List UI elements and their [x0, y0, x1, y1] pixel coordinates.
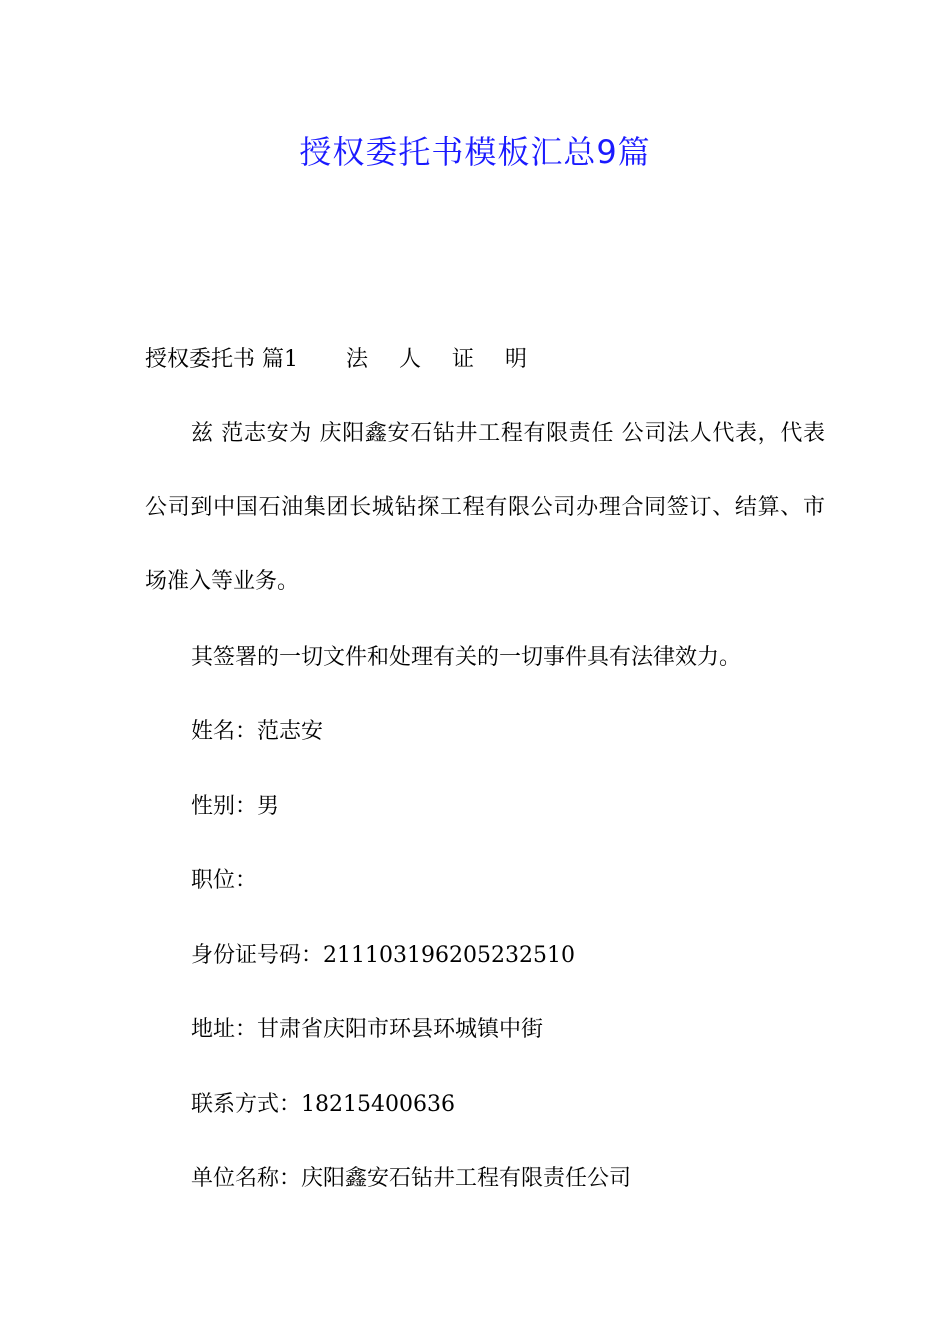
- section-subtitle: 法 人 证 明: [346, 347, 539, 372]
- field-company: 单位名称：庆阳鑫安石钻井工程有限责任公司: [191, 1166, 632, 1191]
- statement-text: 其签署的一切文件和处理有关的一切事件具有法律效力。: [191, 645, 742, 670]
- field-gender: 性别：男: [191, 794, 280, 819]
- section-heading: [145, 345, 539, 375]
- document-title: 授权委托书模板汇总9篇: [299, 133, 651, 171]
- section-label: 授权委托书 篇1: [145, 347, 298, 372]
- field-name: 姓名：范志安: [191, 719, 324, 744]
- field-position: 职位：: [191, 868, 258, 893]
- field-address: 地址：甘肃省庆阳市环县环城镇中街: [191, 1017, 544, 1042]
- field-contact: 联系方式：18215400636: [191, 1092, 455, 1117]
- intro-paragraph: 兹 范志安为 庆阳鑫安石钻井工程有限责任 公司法人代表，代表 公司到中国石油集团长城钻探工程有限公司办理合同签订、结算、市场准入等业务。: [145, 421, 825, 594]
- field-id-number: 身份证号码：211103196205232510: [191, 943, 575, 968]
